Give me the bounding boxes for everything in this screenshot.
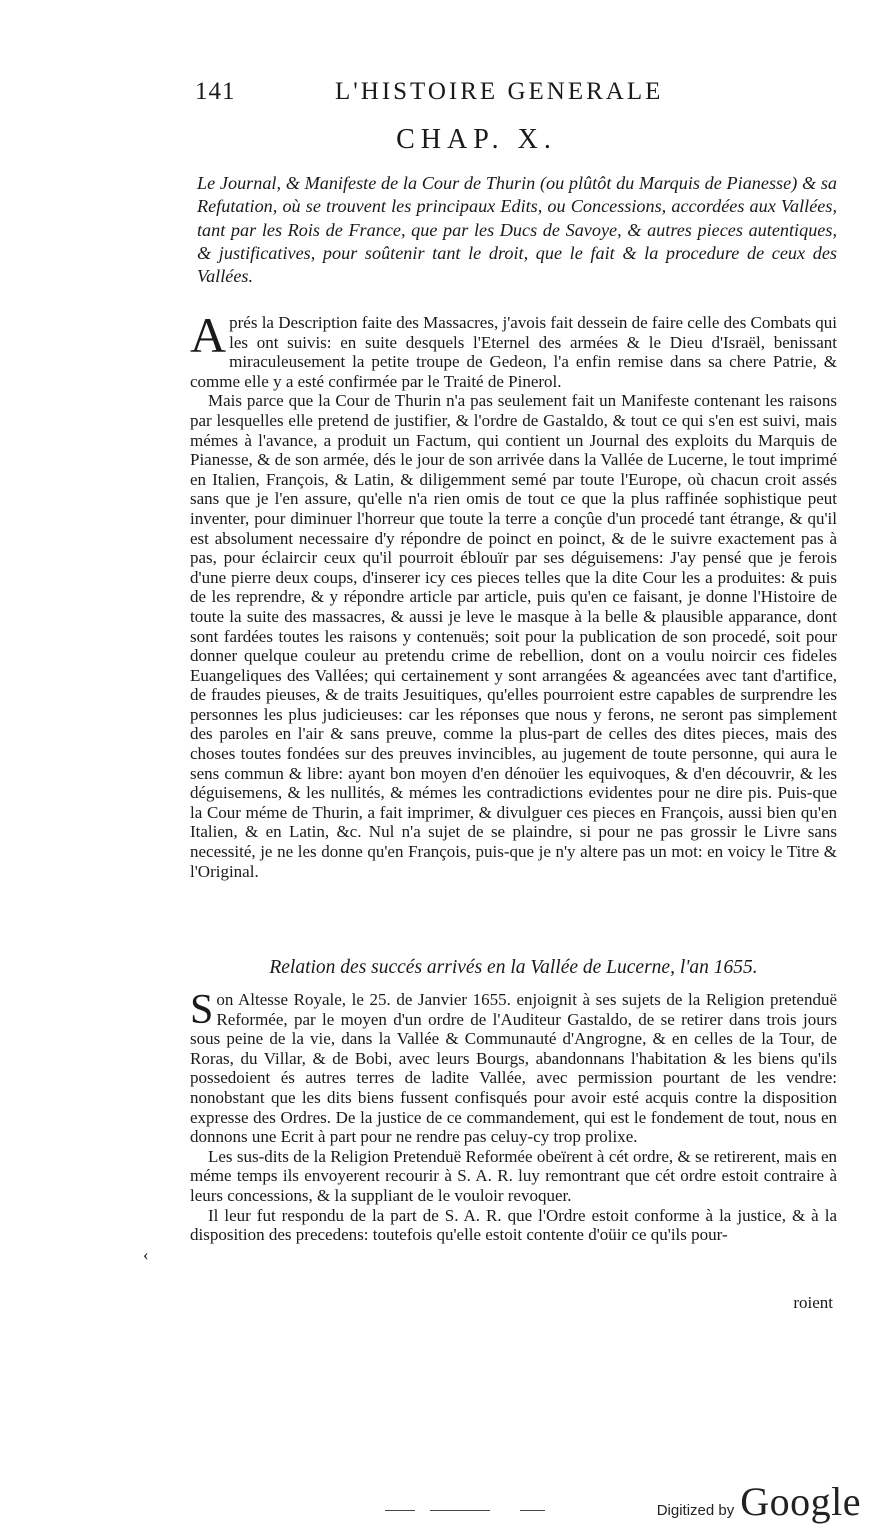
- digitized-by-google-watermark: [657, 1478, 861, 1525]
- section-1-body: [190, 307, 837, 881]
- scan-artifact-line: [385, 1510, 415, 1511]
- paragraph-1-text: prés la Description faite des Massacres, j'avois fait dessein de faire celle des Combats qui les ont suivis: en suite desquels l'Eternel des armées & le Dieu d'Israël, benissant miraculeusement la petite troupe de Gedeon, l'a enfin remise dans sa chere Patrie, & comme elle y a esté confirmée par le Traité de Pinerol.: [190, 313, 837, 391]
- paragraph-1: [190, 307, 837, 391]
- catchword: roient: [793, 1293, 833, 1312]
- google-logo: Google: [740, 1479, 861, 1524]
- paragraph-3: [190, 987, 837, 1147]
- drop-cap-s: S: [190, 987, 214, 1033]
- digitized-label: Digitized by: [656, 1502, 735, 1519]
- paragraph-3-text: on Altesse Royale, le 25. de Janvier 1655. enjoignit à ses sujets de la Religion pretenduë Reformée, par le moyen d'un ordre de l'Auditeur Gastaldo, de se retirer dans trois jours sous peine de la vie, dans la Vallée & Communauté d'Angrogne, & en celles de la Tour, de Roras, du Villar, & de Bobi, avec leurs Bourgs, abandonnans l'habitation & les biens qu'ils possedoient és autres terres de ladite Vallée, avec permission pourtant de les vendre: nonobstant que les dits biens fussent confisqués pour avoir esté acquis contre la disposition expresse des Ordres. De la justice de ce commandement, qui est le fondement de tout, nous en donnons une Ecrit à part pour ne rendre pas celuy-cy trop prolixe.: [190, 990, 837, 1147]
- running-title: L'HISTOIRE GENERALE: [335, 78, 664, 105]
- margin-mark: ‹: [143, 1245, 149, 1264]
- running-head: [195, 78, 835, 112]
- relation-title: Relation des succés arrivés en la Vallée de Lucerne, l'an 1655.: [269, 957, 758, 978]
- scan-artifact-line: [520, 1510, 545, 1511]
- paragraph-5: Il leur fut respondu de la part de S. A. R. que l'Ordre estoit conforme à la justice, & à la disposition des precedens: toutefois qu'elle estoit contente d'oüir ce qu'ils pour-: [190, 1205, 837, 1245]
- drop-cap-a: A: [190, 307, 227, 363]
- paragraph-2: Mais parce que la Cour de Thurin n'a pas seulement fait un Manifeste contenant les raisons par lesquelles elle pretend de justifier, & l'ordre de Gastaldo, & tout ce qui s'en est suivi, mais mémes à l'avance, a produit un Factum, qui contient un Journal des exploits du Marquis de Pianesse, & de son armée, dés le jour de son arrivée dans la Vallée de Lucerne, le tout imprimé en Italien, François, & Latin, & diligemment semé par toute l'Europe, où chacun croit assés sans que je l'en assure, qu'elle n'a rien omis de tout ce que la plus raffinée sophistique peut inventer, pour diminuer l'horreur que toute la terre a conçûe d'un procedé tant étrange, & qu'il est absolument necessaire d'y répondre de poinct en poinct, & de le suivre exactement pas à pas, pour éclaircir ceux qu'il pourroit éblouïr par ses déguisemens: J'ay pensé que je ferois d'une pierre deux coups, d'inserer icy ces pieces telles que la dite Cour les a produites: & puis de les reprendre, & y répondre article par article, puis qu'en ce faisant, je donne l'Histoire de toute la suite des massacres, & aussi je leve le masque à la belle & plausible apparance, dont sont fardées toutes les raisons y contenuës; soit pour la publication de son procedé, soit pour donner quelque couleur au pretendu crime de rebellion, dont on a voulu noircir ces fideles Euangeliques des Vallées; qui certainement y sont arrangées & ageancées avec tant d'artifice, de fraudes pieuses, & de traits Jesuitiques, qu'elles pourroient estre capables de surprendre les personnes les plus judicieuses: car les réponses que nous y ferons, ne seront pas simplement des paroles en l'air & sans preuve, comme la plus-part de celles des dites pieces, mais des choses toutes fondées sur des preuves invincibles, au jugement de toute personne, qui aura le sens commun & libre: ayant bon moyen d'en dénoüer les equivoques, & d'en découvrir, & les déguisemens, & les nullités, & mémes les contradictions evidentes pour ne dire pis. Puis-que la Cour méme de Thurin, a fait imprimer, & divulguer ces pieces en François, aussi bien qu'en Italien, & en Latin, &c. Nul n'a sujet de se plaindre, si pour ne pas grossir le Livre sans necessité, je ne les donne qu'en François, puis-que je n'y altere pas un mot: en voicy le Titre & l'Original.: [190, 391, 837, 881]
- scan-artifact-line: [430, 1510, 490, 1511]
- chapter-summary: Le Journal, & Manifeste de la Cour de Thurin (ou plûtôt du Marquis de Pianesse) & sa Refutation, où se trouvent les principaux Edits, ou Concessions, accordées aux Vallées, tant par les Rois de France, que par les Ducs de Savoye, & autres pieces autentiques, & justificatives, pour soûtenir tant le droit, que le fait & la procedure de ceux des Vallées.: [197, 173, 837, 287]
- page-number: 141: [195, 78, 236, 105]
- section-2-body: [190, 987, 837, 1245]
- chapter-heading: CHAP. X.: [396, 124, 557, 155]
- paragraph-4: Les sus-dits de la Religion Pretenduë Reformée obeïrent à cét ordre, & se retirerent, mais en méme temps ils envoyerent recourir à S. A. R. luy remontrant que cét ordre estoit contraire à leurs concessions, & la suppliant de le vouloir revoquer.: [190, 1146, 837, 1205]
